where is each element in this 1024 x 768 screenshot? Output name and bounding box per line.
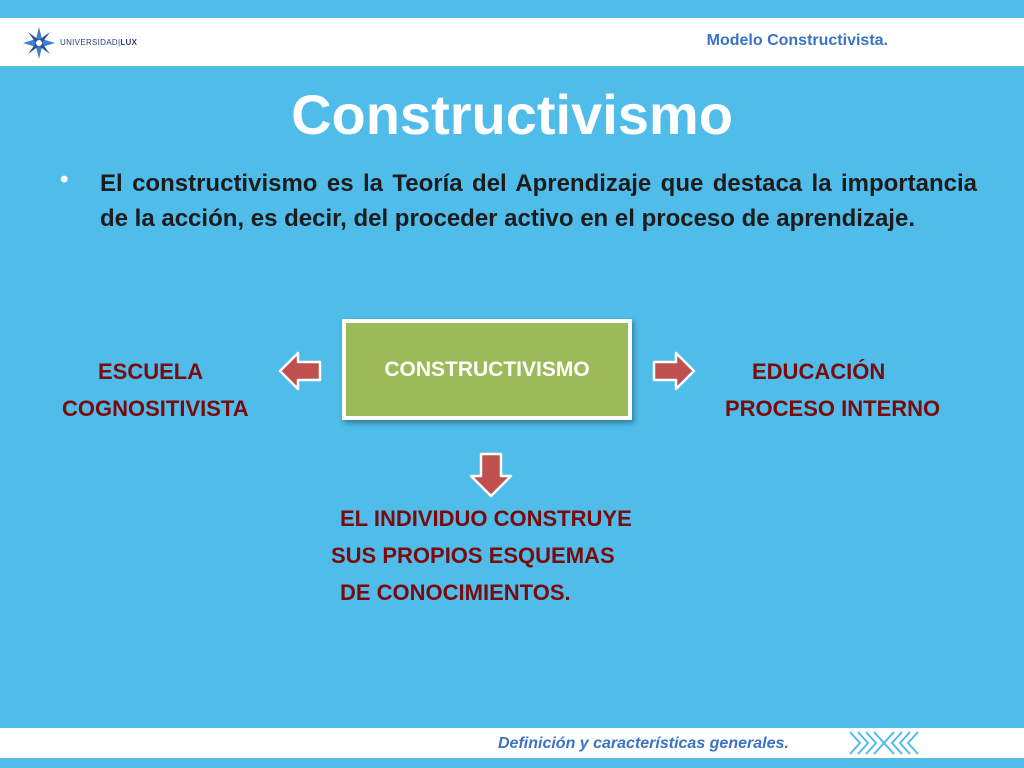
right-label-line2: PROCESO INTERNO xyxy=(725,396,941,421)
left-label-line1: ESCUELA xyxy=(98,359,204,384)
footer-bar xyxy=(0,728,1024,758)
header-bar xyxy=(0,18,1024,66)
center-concept-box xyxy=(342,319,632,420)
chevron-pattern-icon xyxy=(848,728,920,758)
logo-word: UNIVERSIDAD xyxy=(60,38,118,47)
logo-text: UNIVERSIDAD|LUX xyxy=(60,38,138,47)
arrow-right-icon xyxy=(652,350,696,392)
right-label-line1: EDUCACIÓN xyxy=(752,359,886,384)
bottom-label-line1: EL INDIVIDUO CONSTRUYE xyxy=(340,506,632,531)
university-star-logo-icon xyxy=(22,26,56,60)
arrow-down-icon xyxy=(467,452,515,498)
definition-paragraph: El constructivismo es la Teoría del Aprendizaje que destaca la importancia de la acción, es decir, del proceder activo en el proceso de aprendizaje. xyxy=(100,170,977,232)
bottom-label-line2: SUS PROPIOS ESQUEMAS xyxy=(331,543,615,568)
footer-text: Definición y características generales. xyxy=(498,735,789,752)
bottom-label-line3: DE CONOCIMIENTOS. xyxy=(340,580,571,605)
university-logo xyxy=(22,26,152,60)
header-title: Modelo Constructivista. xyxy=(706,32,888,49)
center-concept-label: CONSTRUCTIVISMO xyxy=(384,357,590,381)
slide-title: Constructivismo xyxy=(291,83,733,146)
arrow-left-icon xyxy=(278,350,322,392)
bullet-marker: • xyxy=(60,166,69,193)
left-label-line2: COGNOSITIVISTA xyxy=(62,396,249,421)
logo-brand: LUX xyxy=(120,38,138,47)
